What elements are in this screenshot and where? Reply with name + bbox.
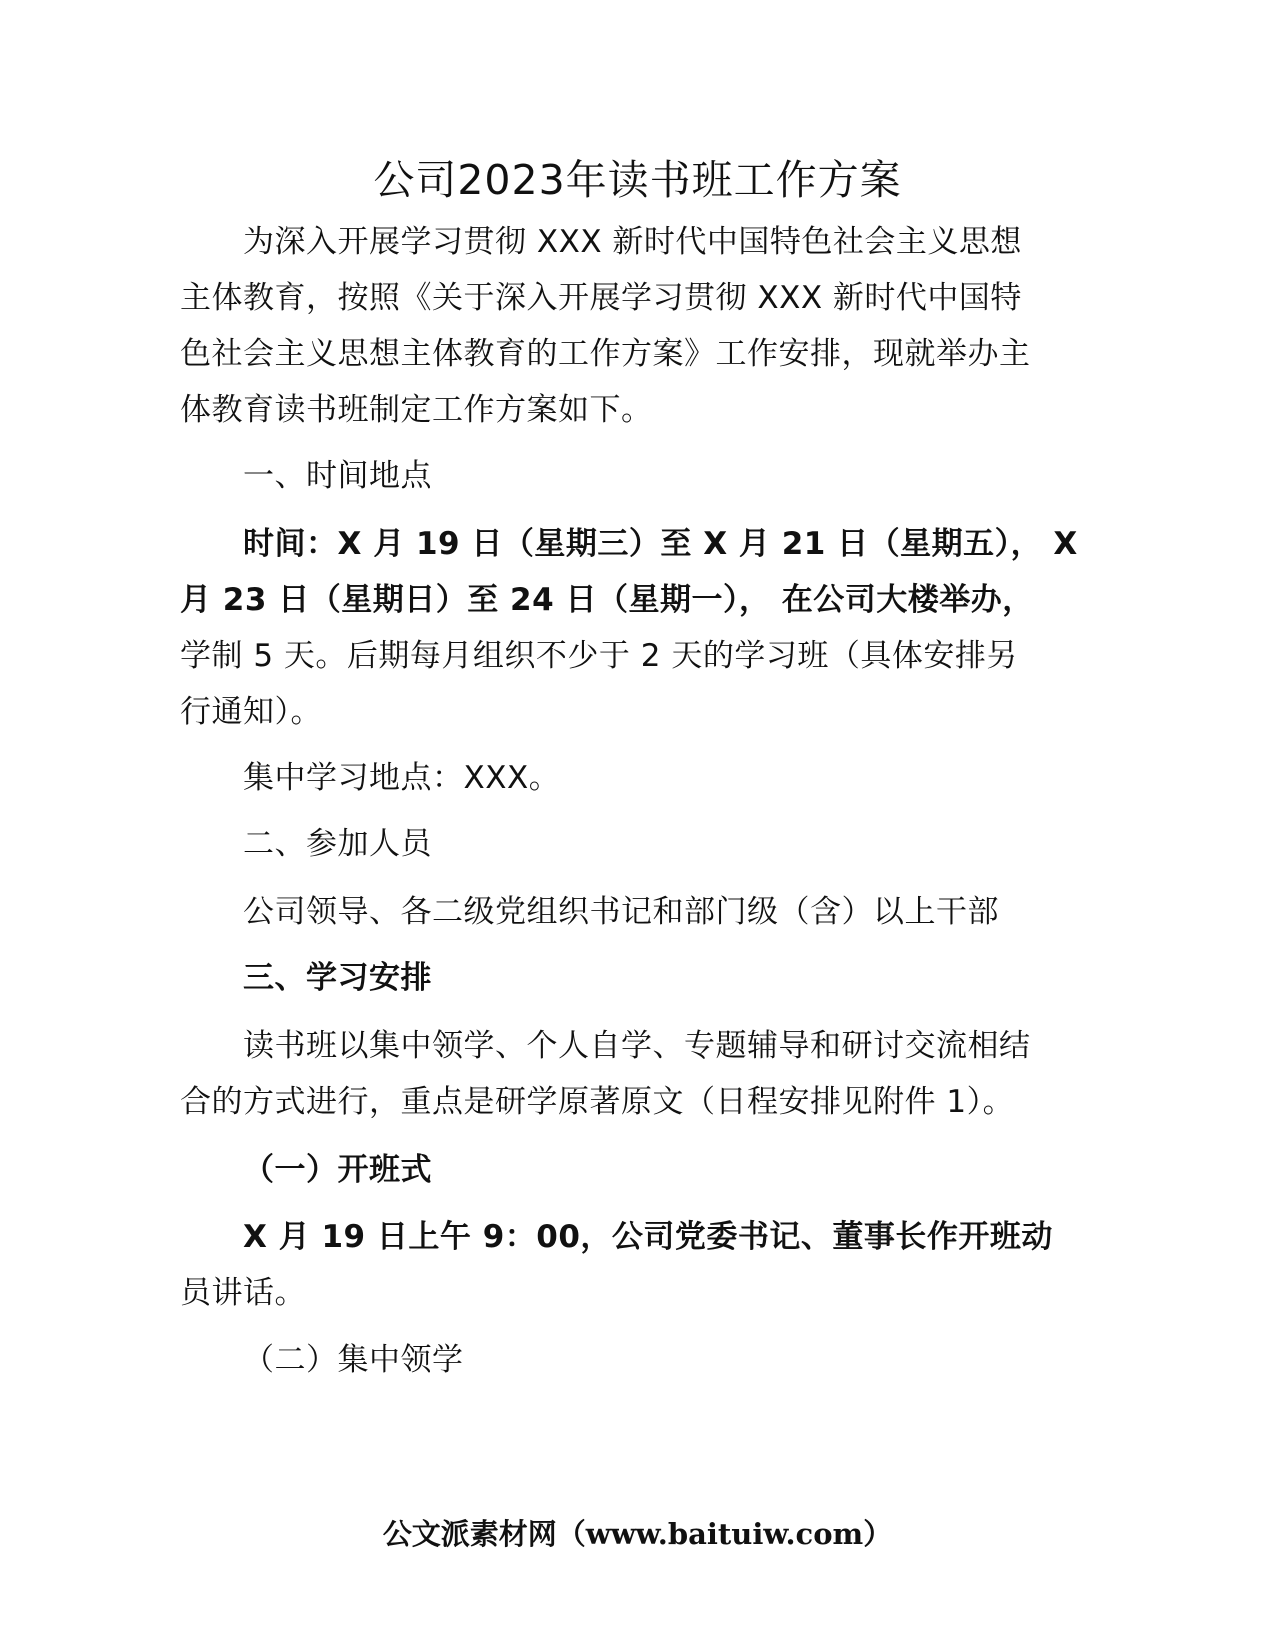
intro-line-2: 主体教育，按照《关于深入开展学习贯彻 XXX 新时代中国特 — [180, 280, 1022, 316]
time-line-2: 月 23 日（星期日）至 24 日（星期一）， 在公司大楼举办， — [180, 582, 1034, 618]
time-line-1: 时间：X 月 19 日（星期三）至 X 月 21 日（星期五）， X — [243, 526, 1078, 562]
footer-watermark: 公文派素材网（www.baituiw.com） — [382, 1517, 893, 1551]
intro-line-3: 色社会主义思想主体教育的工作方案》工作安排，现就举办主 — [180, 336, 1031, 372]
opening-line-2: 员讲话。 — [180, 1275, 306, 1311]
time-line-3: 学制 5 天。后期每月组织不少于 2 天的学习班（具体安排另 — [180, 638, 1018, 674]
subsection-heading-opening: （一）开班式 — [243, 1152, 432, 1188]
subsection-heading-group-study: （二）集中领学 — [243, 1342, 464, 1378]
section-heading-arrangement: 三、学习安排 — [243, 960, 432, 996]
participants-line: 公司领导、各二级党组织书记和部门级（含）以上干部 — [243, 894, 999, 930]
section-heading-participants: 二、参加人员 — [243, 826, 432, 862]
intro-line-1: 为深入开展学习贯彻 XXX 新时代中国特色社会主义思想 — [243, 224, 1022, 260]
time-line-4: 行通知）。 — [180, 694, 322, 730]
document-title: 公司2023年读书班工作方案 — [373, 156, 902, 204]
opening-line-1: X 月 19 日上午 9：00，公司党委书记、董事长作开班动 — [243, 1219, 1053, 1255]
location-line: 集中学习地点：XXX。 — [243, 760, 561, 796]
intro-line-4: 体教育读书班制定工作方案如下。 — [180, 392, 653, 428]
section-heading-time-location: 一、时间地点 — [243, 458, 432, 494]
arrangement-line-1: 读书班以集中领学、个人自学、专题辅导和研讨交流相结 — [243, 1028, 1031, 1064]
arrangement-line-2: 合的方式进行，重点是研学原著原文（日程安排见附件 1）。 — [180, 1084, 1015, 1120]
